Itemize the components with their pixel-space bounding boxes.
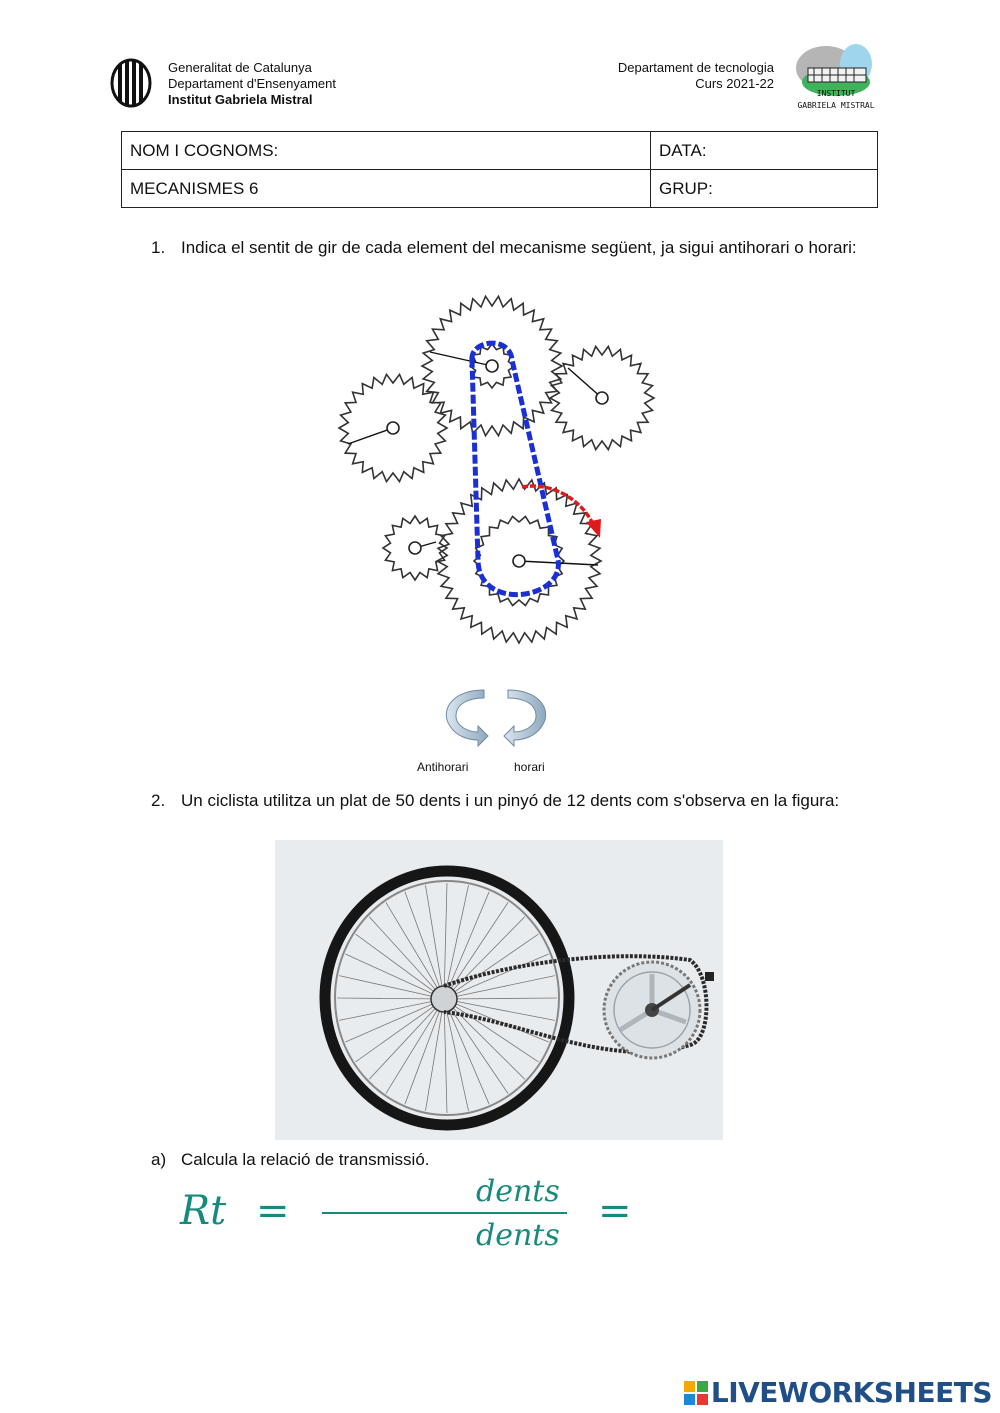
bicycle-drivetrain-figure (275, 840, 723, 1140)
org-line-2: Departament d'Ensenyament (168, 76, 336, 91)
fraction-bar (322, 1212, 567, 1214)
formula-lhs: Rt (180, 1188, 227, 1234)
org-line-3: Institut Gabriela Mistral (168, 92, 313, 107)
sub-question-a-label: a) (151, 1150, 167, 1169)
counterclockwise-icon (446, 690, 488, 746)
question-2 (151, 789, 871, 839)
gear-rod (348, 428, 393, 444)
legend-counterclockwise: Antihorari (417, 760, 469, 774)
gear-hub (387, 422, 399, 434)
live-badge-icon (684, 1379, 708, 1403)
formula-equals: = (256, 1188, 290, 1234)
organization-info (168, 60, 336, 108)
org-line-1: Generalitat de Catalunya (168, 60, 312, 75)
gear-rod (430, 352, 492, 366)
rear-sprocket (431, 986, 457, 1012)
gear-mechanism-diagram (330, 285, 670, 655)
sub-question-a (151, 1148, 871, 1174)
brand-name: LIVEWORKSHEETS (710, 1376, 992, 1409)
question-1-text: Indica el sentit de gir de cada element del mecanisme següent, ja sigui antihorari o horari: (181, 238, 857, 257)
group-field[interactable] (651, 170, 878, 208)
name-label: NOM I COGNOMS: (130, 140, 279, 160)
formula-numerator: dents (476, 1174, 560, 1209)
student-info-table (121, 131, 878, 208)
gear-hub (596, 392, 608, 404)
question-2-text: Un ciclista utilitza un plat de 50 dents i un pinyó de 12 dents com s'observa en la figura: (181, 791, 840, 810)
subject-label: MECANISMES 6 (130, 178, 259, 198)
question-1-number: 1. (151, 238, 166, 257)
group-label: GRUP: (659, 178, 713, 198)
clockwise-icon (504, 690, 546, 746)
formula-equals-2: = (598, 1188, 632, 1234)
rotation-direction-arrow (522, 486, 594, 526)
gear-hub (409, 542, 421, 554)
date-label: DATA: (659, 140, 707, 160)
dept-line-1: Departament de tecnologia (617, 60, 774, 75)
gear-hub (486, 360, 498, 372)
question-2-number: 2. (151, 791, 166, 810)
rotation-legend-icons (440, 684, 552, 750)
department-info (618, 60, 774, 92)
generalitat-emblem (110, 58, 152, 108)
legend-clockwise: horari (514, 760, 545, 774)
dept-line-2: Curs 2021-22 (695, 76, 774, 91)
logo-text-1: INSTITUT (816, 89, 856, 98)
name-field[interactable] (122, 132, 651, 170)
formula-denominator: dents (476, 1218, 560, 1253)
sub-question-a-text: Calcula la relació de transmissió. (181, 1150, 430, 1169)
subject-cell (122, 170, 651, 208)
question-1 (151, 236, 871, 286)
school-logo (788, 38, 880, 114)
logo-text-2: GABRIELA MISTRAL (797, 101, 875, 110)
gear-hub (513, 555, 525, 567)
gear-rod (568, 368, 602, 398)
liveworksheets-logo (684, 1376, 992, 1409)
date-field[interactable] (651, 132, 878, 170)
pedal (705, 972, 714, 981)
